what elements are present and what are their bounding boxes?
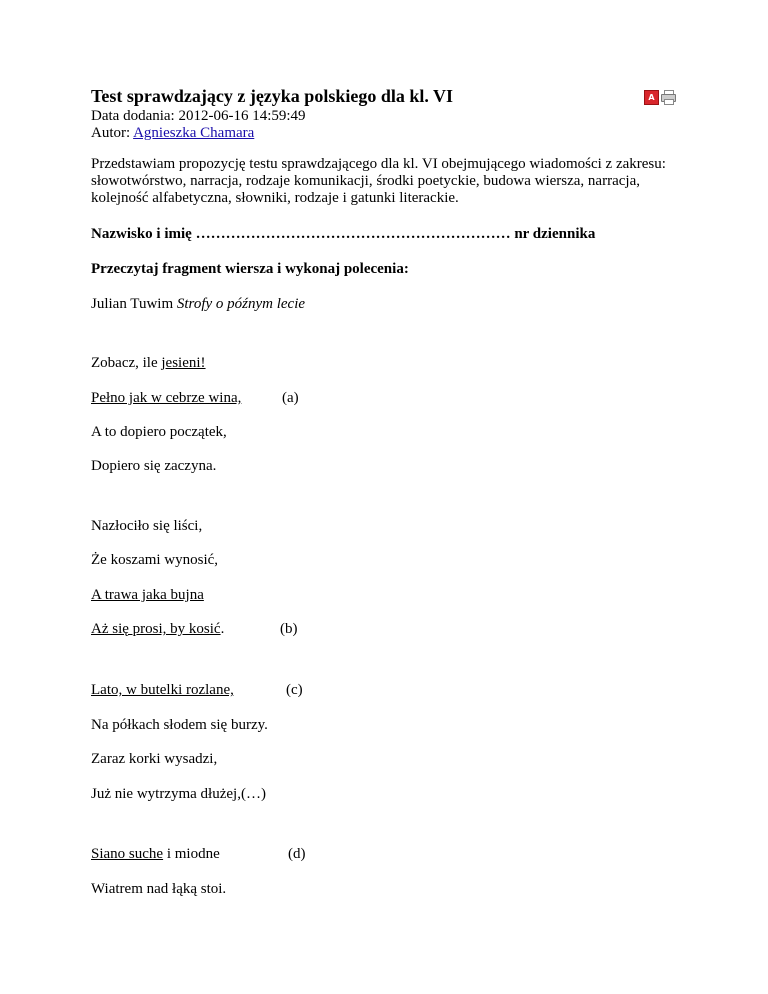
author-line: Autor: Agnieszka Chamara bbox=[91, 125, 255, 141]
poem-line: A to dopiero początek, bbox=[91, 424, 227, 440]
poem-line: Dopiero się zaczyna. bbox=[91, 458, 217, 474]
name-line: Nazwisko i imię ……………………………………………………… nr dziennika bbox=[91, 226, 596, 242]
page-title: Test sprawdzający z języka polskiego dla kl. VI bbox=[91, 86, 454, 106]
marker-a: (a) bbox=[282, 390, 299, 406]
poem-line: Siano suche i miodne bbox=[91, 846, 220, 862]
document-meta bbox=[91, 108, 306, 142]
date-added: Data dodania: 2012-06-16 14:59:49 bbox=[91, 108, 306, 124]
intro-text: Przedstawiam propozycję testu sprawdzającego dla kl. VI obejmującego wiadomości z zakresu: słowotwórstwo, narracja, rodzaje komunikacji, środki poetyckie, budowa wiersza, narracja, kolejność alfabetyczna, słowniki, rodzaje i gatunki literackie. bbox=[91, 156, 666, 206]
poem-title: Strofy o późnym lecie bbox=[176, 296, 306, 312]
poem-line: Zobacz, ile jesieni! bbox=[91, 355, 206, 371]
print-icon[interactable] bbox=[661, 90, 675, 103]
poem-line: Lato, w butelki rozlane, bbox=[91, 682, 234, 698]
marker-c: (c) bbox=[286, 682, 303, 698]
export-icons bbox=[644, 90, 675, 105]
poem-line: A trawa jaka bujna bbox=[91, 587, 204, 603]
poem-line: Nazłociło się liści, bbox=[91, 518, 203, 534]
poem-line: Już nie wytrzyma dłużej,(…) bbox=[91, 786, 266, 802]
instruction: Przeczytaj fragment wiersza i wykonaj polecenia: bbox=[91, 261, 409, 277]
marker-d: (d) bbox=[288, 846, 306, 862]
poem-line: Wiatrem nad łąką stoi. bbox=[91, 881, 227, 897]
poem-line: Aż się prosi, by kosić. bbox=[91, 621, 225, 637]
poem-line: Zaraz korki wysadzi, bbox=[91, 751, 218, 767]
poem-heading: Julian Tuwim Strofy o późnym lecie bbox=[91, 296, 306, 312]
poem-line: Pełno jak w cebrze wina, bbox=[91, 390, 242, 406]
poem-line: Na półkach słodem się burzy. bbox=[91, 717, 268, 733]
pdf-icon[interactable]: A bbox=[644, 90, 659, 105]
author-link[interactable]: Agnieszka Chamara bbox=[133, 125, 255, 141]
marker-b: (b) bbox=[280, 621, 298, 637]
poem-line: Że koszami wynosić, bbox=[91, 552, 219, 568]
